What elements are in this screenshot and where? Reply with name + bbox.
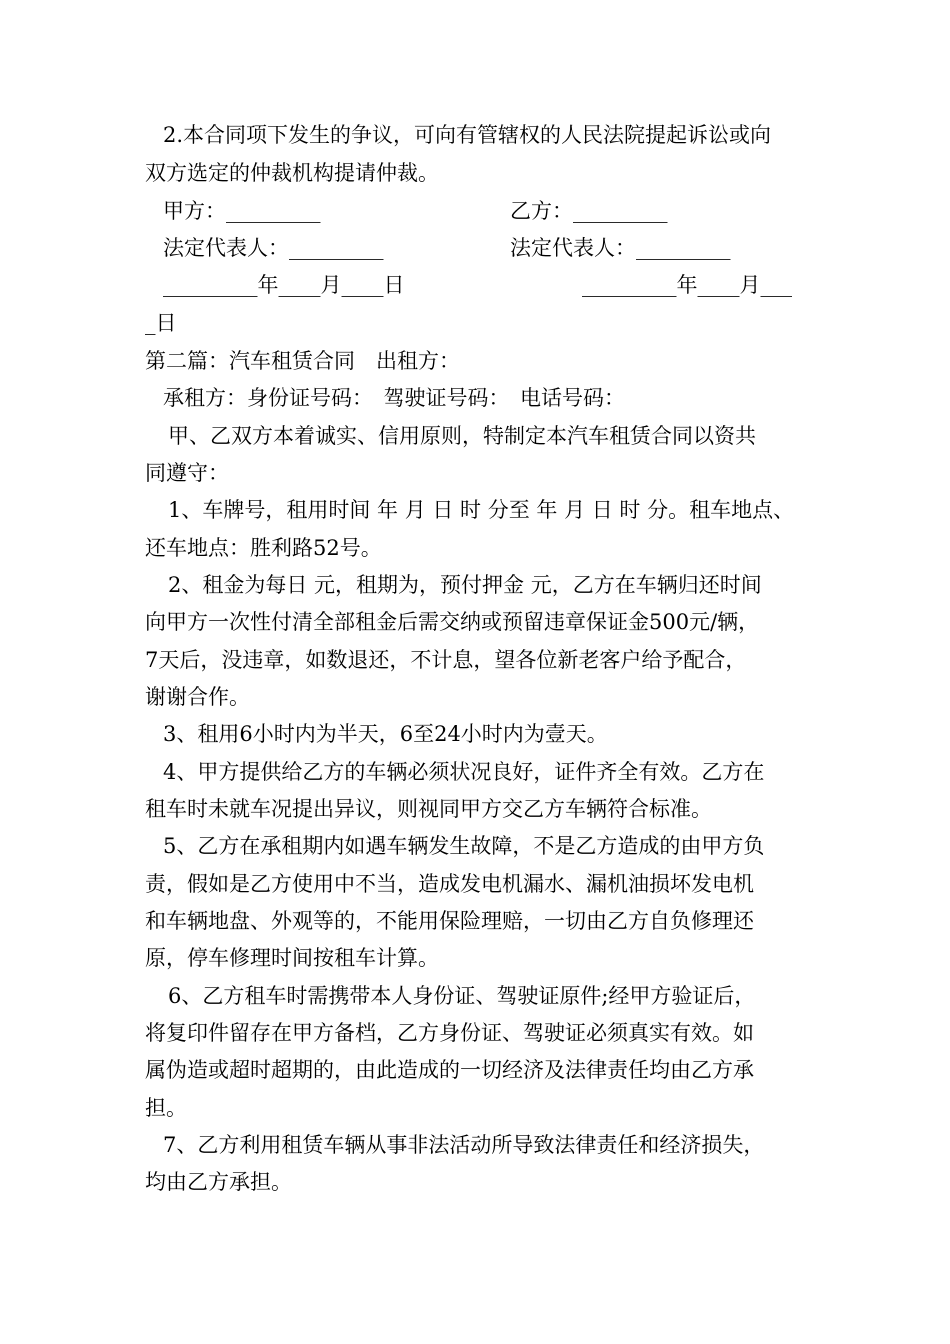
party-b-representative: 法定代表人：_________ [510, 236, 731, 260]
item-6-line-3: 属伪造或超时超期的，由此造成的一切经济及法律责任均由乙方承 [145, 1058, 754, 1082]
item-1-line-1: 1、车牌号，租用时间 年 月 日 时 分至 年 月 日 时 分。租车地点、 [168, 498, 795, 522]
party-b-date: _________年____月___ [582, 273, 792, 297]
item-3-line-1: 3、租用6小时内为半天，6至24小时内为壹天。 [163, 722, 608, 746]
intro-line-1: 甲、乙双方本着诚实、信用原则，特制定本汽车租赁合同以资共 [168, 424, 756, 448]
item-1-line-2: 还车地点：胜利路52号。 [145, 536, 382, 560]
item-5-line-2: 责，假如是乙方使用中不当，造成发电机漏水、漏机油损坏发电机 [145, 872, 754, 896]
item-6-line-1: 6、乙方租车时需携带本人身份证、驾驶证原件;经甲方验证后， [168, 984, 756, 1008]
item-6-line-2: 将复印件留存在甲方备档，乙方身份证、驾驶证必须真实有效。如 [145, 1021, 754, 1045]
item-5-line-3: 和车辆地盘、外观等的，不能用保险理赔，一切由乙方自负修理还 [145, 909, 754, 933]
party-a-date: _________年____月____日 [163, 273, 405, 297]
party-a-representative: 法定代表人：_________ [163, 236, 384, 260]
party-b-signature: 乙方：_________ [510, 199, 668, 223]
item-5-line-4: 原，停车修理时间按租车计算。 [145, 946, 439, 970]
clause-2-line-2: 双方选定的仲裁机构提请仲裁。 [145, 161, 439, 185]
item-5-line-1: 5、乙方在承租期内如遇车辆发生故障，不是乙方造成的由甲方负 [163, 834, 765, 858]
second-part-title: 第二篇：汽车租赁合同 出租方： [145, 349, 460, 373]
item-7-line-1: 7、乙方利用租赁车辆从事非法活动所导致法律责任和经济损失， [163, 1133, 765, 1157]
lessee-info-line: 承租方：身份证号码： 驾驶证号码： 电话号码： [163, 386, 625, 410]
item-2-line-2: 向甲方一次性付清全部租金后需交纳或预留违章保证金500元/辆， [145, 610, 760, 634]
party-b-date-continued: _日 [145, 311, 177, 335]
item-2-line-3: 7天后，没违章，如数退还，不计息，望各位新老客户给予配合， [145, 648, 747, 672]
intro-line-2: 同遵守： [145, 461, 229, 485]
item-4-line-1: 4、甲方提供给乙方的车辆必须状况良好，证件齐全有效。乙方在 [163, 760, 765, 784]
clause-2-line-1: 2.本合同项下发生的争议，可向有管辖权的人民法院提起诉讼或向 [163, 123, 772, 147]
item-2-line-4: 谢谢合作。 [145, 685, 250, 709]
item-2-line-1: 2、租金为每日 元，租期为，预付押金 元，乙方在车辆归还时间 [168, 573, 762, 597]
item-4-line-2: 租车时未就车况提出异议，则视同甲方交乙方车辆符合标准。 [145, 797, 712, 821]
item-6-line-4: 担。 [145, 1096, 187, 1120]
party-a-signature: 甲方：_________ [163, 199, 321, 223]
item-7-line-2: 均由乙方承担。 [145, 1170, 292, 1194]
